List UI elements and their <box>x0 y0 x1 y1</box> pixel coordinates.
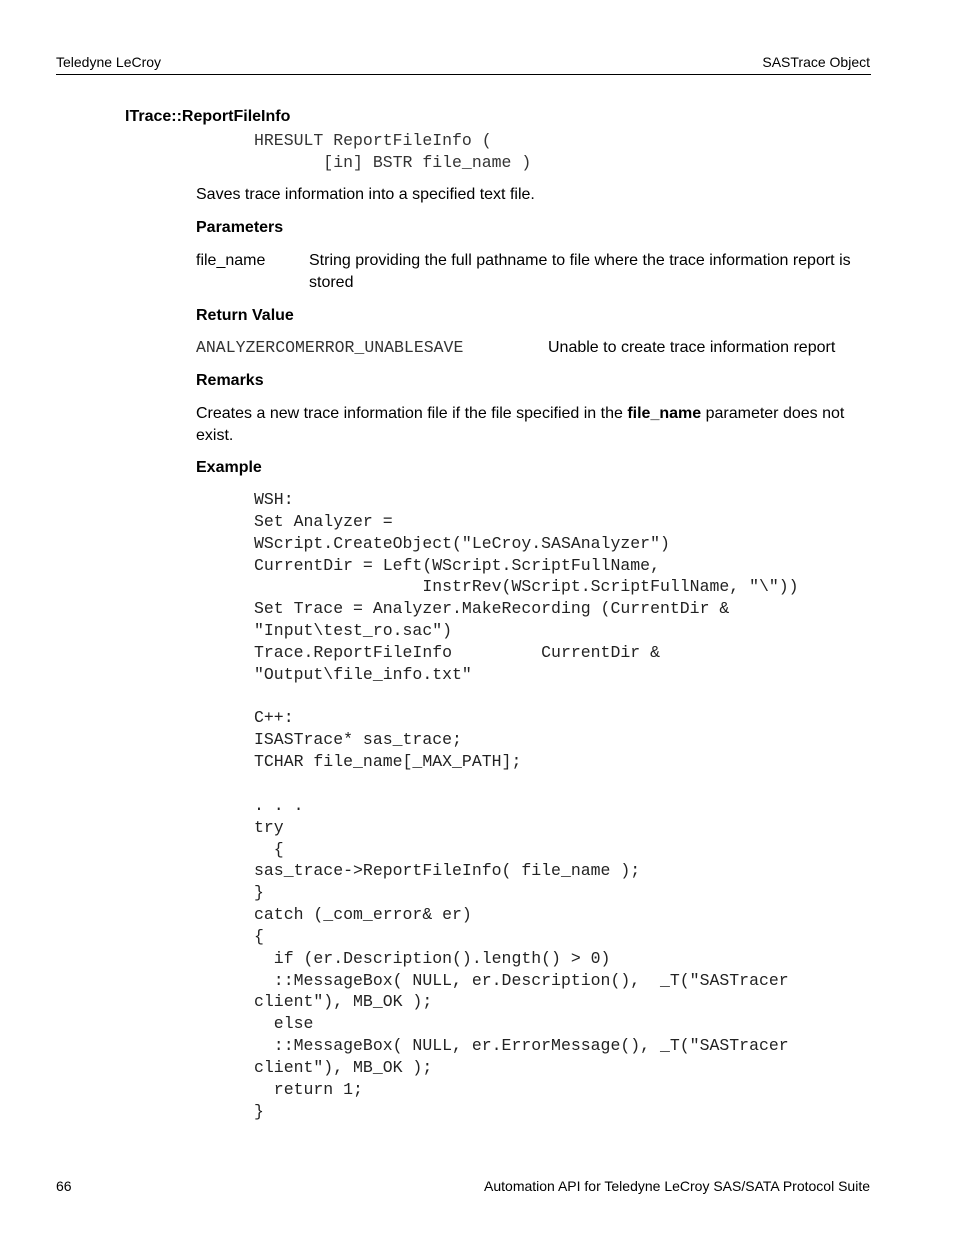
remarks-text <box>196 403 876 447</box>
footer-page-number: 66 <box>56 1178 72 1194</box>
header-right-text: SASTrace Object <box>762 54 870 70</box>
return-value-heading: Return Value <box>196 307 294 324</box>
remarks-emphasis: file_name <box>627 405 702 422</box>
remarks-text-before: Creates a new trace information file if the file specified in the <box>196 405 628 422</box>
parameter-name: file_name <box>196 252 266 269</box>
example-code-block: WSH: Set Analyzer = WScript.CreateObject("LeCroy.SASAnalyzer") CurrentDir = Left(WScript.ScriptFullName, InstrRev(WScript.ScriptFullName, "\")) Set Trace = Analyzer.MakeRecording (CurrentDir & "Input\test_ro.sac") Trace.ReportFileInfo CurrentDir & "Output\file_info.txt" C++: ISASTrace* sas_trace; TCHAR file_name[_MAX_PATH]; . . . try { sas_trace->ReportFileInfo( file_name ); } catch (_com_error& er) { if (er.Description().length() > 0) ::MessageBox( NULL, er.Description(), _T("SASTracer client"), MB_OK ); else ::MessageBox( NULL, er.ErrorMessage(), _T("SASTracer client"), MB_OK ); return 1; } <box>254 490 799 1121</box>
footer-title: Automation API for Teledyne LeCroy SAS/SATA Protocol Suite <box>484 1178 870 1194</box>
remarks-heading: Remarks <box>196 372 264 389</box>
method-signature: HRESULT ReportFileInfo ( [in] BSTR file_name ) <box>254 131 532 172</box>
header-left-text: Teledyne LeCroy <box>56 54 162 70</box>
return-value-description: Unable to create trace information report <box>548 339 836 356</box>
header-divider <box>56 74 871 75</box>
remarks-text-after: parameter does not exist. <box>196 405 845 444</box>
example-heading: Example <box>196 459 262 476</box>
method-title: ITrace::ReportFileInfo <box>125 108 291 125</box>
parameters-heading: Parameters <box>196 219 284 236</box>
method-description: Saves trace information into a specified text file. <box>196 186 535 203</box>
return-value-code: ANALYZERCOMERROR_UNABLESAVE <box>196 338 464 357</box>
parameter-description: String providing the full pathname to file where the trace information report is stored <box>309 252 851 291</box>
